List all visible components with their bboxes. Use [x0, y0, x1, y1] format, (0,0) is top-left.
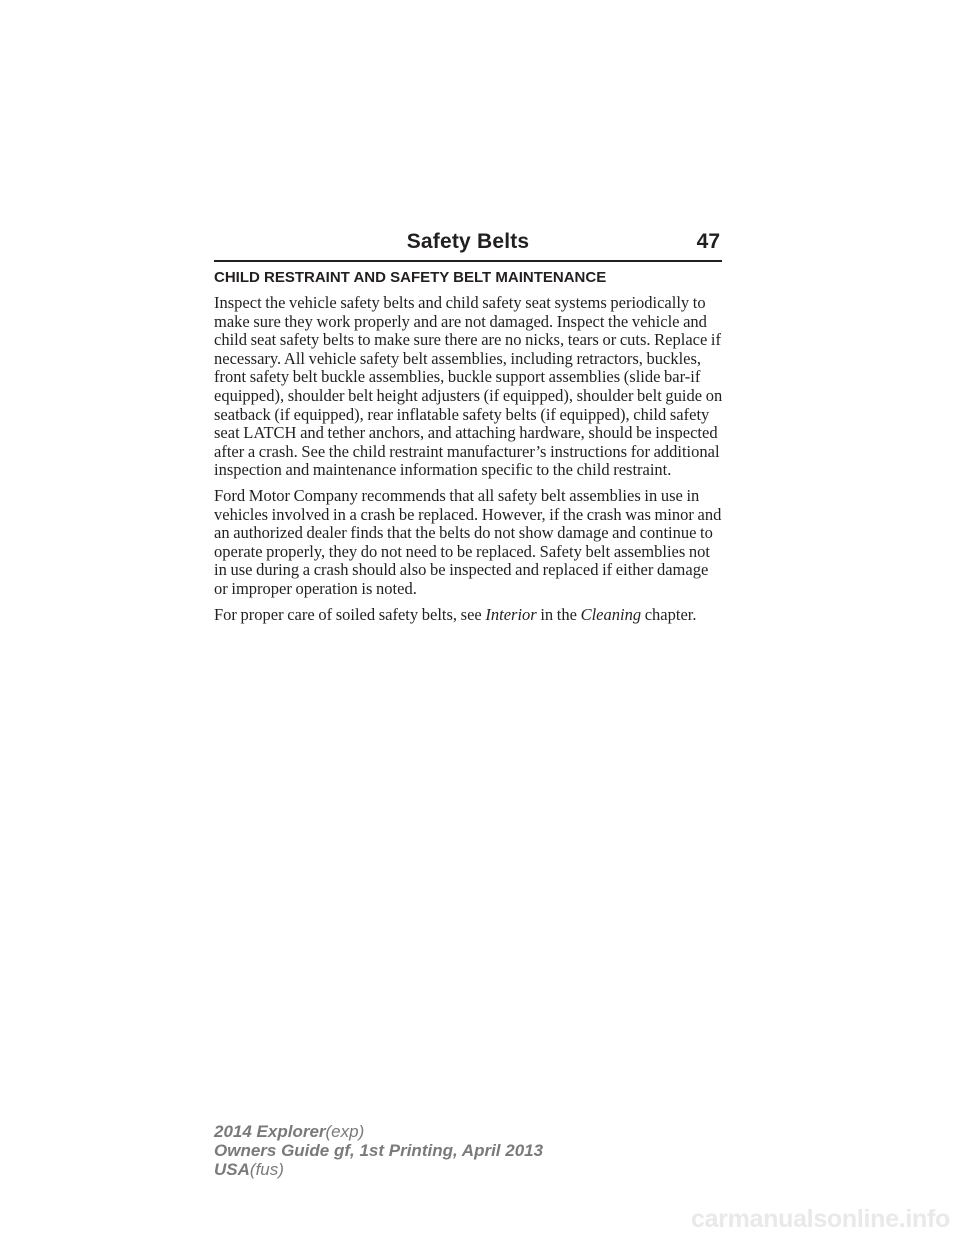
- page-header: [214, 228, 722, 262]
- footer-line-printing: Owners Guide gf, 1st Printing, April 2013: [214, 1141, 544, 1160]
- care-paragraph: [214, 606, 724, 625]
- site-watermark: carmanualsonline.info: [690, 1205, 950, 1233]
- care-text-after: chapter.: [641, 604, 697, 624]
- header-divider: [214, 260, 722, 262]
- page-number: 47: [696, 230, 720, 253]
- interior-reference: Interior: [485, 604, 537, 624]
- section-heading: CHILD RESTRAINT AND SAFETY BELT MAINTENANCE: [214, 269, 607, 286]
- care-text-middle: in the: [536, 604, 581, 624]
- footer-model-code: (exp): [325, 1122, 365, 1141]
- replacement-paragraph: Ford Motor Company recommends that all safety belt assemblies in use in vehicles involved in a crash be replaced. However, if the crash was minor and an authorized dealer finds that the belts do not show damage and continue to operate properly, they do not need to be replaced. Safety belt assemblies not in use during a crash should also be inspected and replaced if either damage or improper operation is noted.: [214, 485, 722, 598]
- footer-market-code: (fus): [249, 1160, 284, 1179]
- footer-market: USA: [214, 1160, 250, 1179]
- main-content: [214, 268, 724, 631]
- care-text-before: For proper care of soiled safety belts, see: [214, 604, 486, 624]
- footer-line-market: [214, 1160, 543, 1179]
- chapter-title: Safety Belts: [406, 230, 530, 253]
- cleaning-reference: Cleaning: [580, 604, 642, 624]
- footer-model: 2014 Explorer: [214, 1122, 326, 1141]
- inspection-paragraph: Inspect the vehicle safety belts and child safety seat systems periodically to make sure they work properly and are not damaged. Inspect the vehicle and child seat safety belts to make sure there are no nicks, tears or cuts. Replace if necessary. All vehicle safety belt assemblies, including retractors, buckles, front safety belt buckle assemblies, buckle support assemblies (slide bar-if equipped), shoulder belt height adjusters (if equipped), shoulder belt guide on seatback (if equipped), rear inflatable safety belts (if equipped), child safety seat LATCH and tether anchors, and attaching hardware, should be inspected after a crash. See the child restraint manufacturer’s instructions for additional inspection and maintenance information specific to the child restraint.: [214, 293, 723, 480]
- print-footer: [214, 1122, 543, 1179]
- footer-line-model: [214, 1122, 543, 1141]
